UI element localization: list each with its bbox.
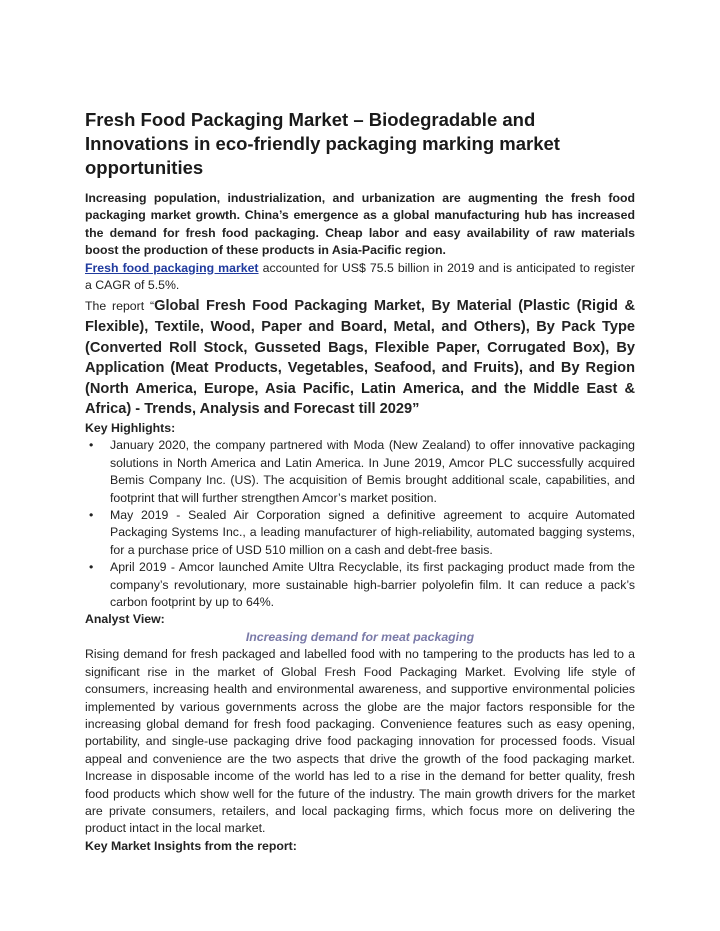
report-paragraph bbox=[85, 296, 635, 420]
analyst-body: Rising demand for fresh packaged and labelled food with no tampering to the products has led to a significant rise in the market of Global Fresh Food Packaging Market. Evolving life style of consumers, increasing health and environmental awareness, and supportive environmental policies implemented by various governments across the globe are the major factors responsible for the increasing global demand for fresh food packaging. Convenience features such as easy opening, portability, and single-use packaging drive food packaging innovation for processed foods. Visual appeal and convenience are the two aspects that drive the growth of the food packaging market. Increase in disposable income of the world has led to a rise in the demand for better quality, fresh food products which show well for the future of the industry. The main growth drivers for the market are private consumers, retailers, and local packaging firms, which focus more on delivering the product intact in the local market. bbox=[85, 647, 635, 836]
report-prefix: The report “ bbox=[85, 299, 155, 314]
analyst-view-label: Analyst View: bbox=[85, 612, 165, 627]
cagr-paragraph bbox=[85, 260, 635, 295]
list-item bbox=[89, 437, 635, 507]
list-item bbox=[89, 507, 635, 559]
highlight-text: January 2020, the company partnered with Moda (New Zealand) to offer innovative packaging solutions in North America and Latin America. In June 2019, Amcor PLC successfully acquired Bemis Company Inc. (US). The acquisition of Bemis brought additional scale, capabilities, and footprint that will further strengthen Amcor’s market position. bbox=[110, 438, 635, 505]
key-highlights-label: Key Highlights: bbox=[85, 421, 176, 435]
cagr-text: accounted for US$ 75.5 billion in 2019 and is anticipated to register a CAGR of 5.5%. bbox=[85, 260, 636, 293]
document-content bbox=[85, 108, 635, 855]
page-title: Fresh Food Packaging Market – Biodegradable and Innovations in eco-friendly packaging marking market opportunities bbox=[85, 109, 560, 178]
market-link[interactable]: Fresh food packaging market bbox=[85, 260, 259, 275]
highlights-list bbox=[85, 437, 635, 611]
bullet-icon: • bbox=[89, 438, 94, 453]
analyst-subheading: Increasing demand for meat packaging bbox=[245, 629, 475, 644]
highlight-text: April 2019 - Amcor launched Amite Ultra Recyclable, its first packaging product made from the company’s revolutionary, more sustainable high-barrier polyolefin film. It can reduce a pack’s carbon footprint by up to 64%. bbox=[110, 560, 635, 610]
list-item bbox=[89, 559, 635, 611]
bullet-icon: • bbox=[89, 560, 94, 575]
report-title: Global Fresh Food Packaging Market, By Material (Plastic (Rigid & Flexible), Textile, Wood, Paper and Board, Metal, and Others), By Pack Type (Converted Roll Stock, Gusseted Bags, Flexible Paper, Corrugated Box), By Application (Meat Products, Vegetables, Seafood, and Fruits), and By Region (North America, Europe, Asia Pacific, Latin America, and the Middle East & Africa) - Trends, Analysis and Forecast till 2029” bbox=[85, 298, 635, 418]
key-insights-label: Key Market Insights from the report: bbox=[85, 838, 297, 853]
highlight-text: May 2019 - Sealed Air Corporation signed a definitive agreement to acquire Automated Packaging Systems Inc., a leading manufacturer of high-reliability, automated bagging systems, for a purchase price of USD 510 million on a cash and debt-free basis. bbox=[110, 508, 635, 557]
intro-paragraph: Increasing population, industrialization, and urbanization are augmenting the fresh food packaging market growth. China’s emergence as a global manufacturing hub has increased the demand for fresh food packaging. Cheap labor and easy availability of raw materials boost the production of these products in Asia-Pacific region. bbox=[85, 191, 635, 258]
bullet-icon: • bbox=[89, 508, 94, 523]
